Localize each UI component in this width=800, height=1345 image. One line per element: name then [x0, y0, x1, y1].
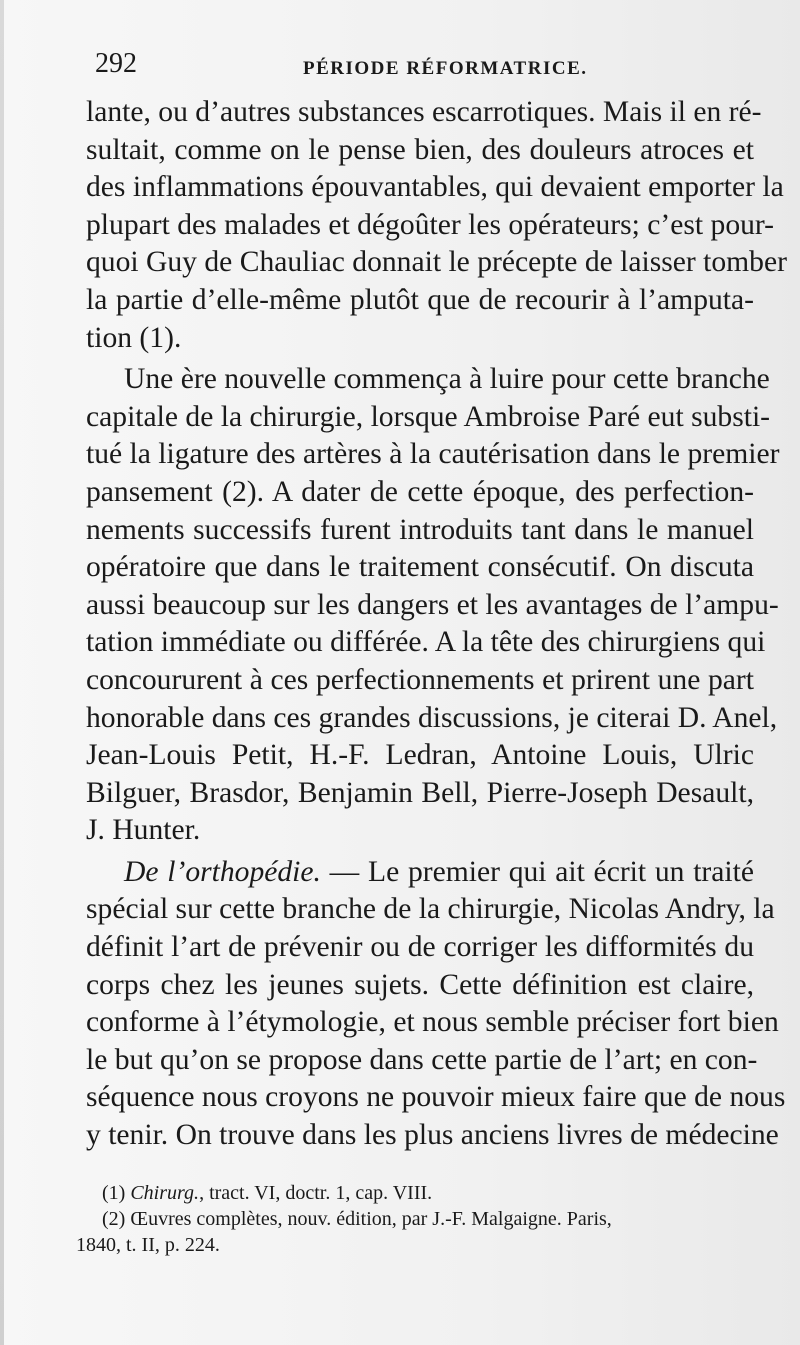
footnotes [76, 1180, 756, 1258]
text-line: pansement (2). A dater de cette époque, des perfection- [86, 475, 754, 508]
text-line: corps chez les jeunes sujets. Cette définition est claire, [86, 968, 754, 1001]
paragraph-orthopedics [86, 854, 786, 1155]
text-line: tation immédiate ou différée. A la tête des chirurgiens qui [86, 626, 766, 659]
footnote-mark: (1) [102, 1182, 131, 1204]
page-number: 292 [95, 48, 137, 79]
text-line: honorable dans ces grandes discussions, je citerai D. Anel, [86, 701, 778, 734]
text-line: aussi beaucoup sur les dangers et les avantages de l’ampu- [86, 588, 779, 621]
text-line: plupart des malades et dégoûter les opérateurs; c’est pour- [86, 208, 775, 241]
footnote-2-continued: 1840, t. II, p. 224. [76, 1234, 220, 1256]
text-line: Bilguer, Brasdor, Benjamin Bell, Pierre-Joseph Desault, [86, 776, 754, 809]
text-line: des inflammations épouvantables, qui devaient emporter la [86, 171, 784, 204]
page-header [95, 48, 750, 88]
body-text [86, 94, 787, 1155]
text-line: tion (1). [86, 321, 182, 354]
text-line: séquence nous croyons ne pouvoir mieux faire que de nous [86, 1081, 786, 1114]
text-line: J. Hunter. [86, 814, 201, 847]
text-line: tué la ligature des artères à la cautérisation dans le premier [86, 438, 780, 471]
paragraph-ambroise-pare [86, 361, 780, 850]
text-line: y tenir. On trouve dans les plus anciens livres de médecine [86, 1119, 779, 1152]
text-line: le but qu’on se propose dans cette partie de l’art; en con- [86, 1043, 758, 1076]
text-line: opératoire que dans le traitement consécutif. On discuta [86, 551, 754, 584]
text-line: définit l’art de prévenir ou de corriger les difformités du [86, 931, 754, 964]
page-edge-shadow [0, 0, 4, 1345]
footnote-1 [76, 1180, 756, 1206]
footnote-source-title: Chirurg. [130, 1182, 200, 1204]
paragraph-amputation-cautery [86, 94, 787, 357]
footnote-2: (2) Œuvres complètes, nouv. édition, par J.-F. Malgaigne. Paris, [102, 1208, 612, 1230]
text-line: nements successifs furent introduits tant dans le manuel [86, 513, 754, 546]
text-line: sultait, comme on le pense bien, des douleurs atroces et [86, 133, 754, 166]
text-line: spécial sur cette branche de la chirurgie, Nicolas Andry, la [86, 893, 775, 926]
text-line: concoururent à ces perfectionnements et prirent une part [86, 663, 754, 696]
footnote-text: , tract. VI, doctr. 1, cap. VIII. [199, 1182, 433, 1204]
text-line: Jean-Louis Petit, H.-F. Ledran, Antoine Louis, Ulric [86, 739, 754, 772]
text-line: lante, ou d’autres substances escarrotiques. Mais il en ré- [86, 96, 762, 128]
text-line: capitale de la chirurgie, lorsque Ambroise Paré eut substi- [86, 400, 771, 433]
running-head: PÉRIODE RÉFORMATRICE. [303, 58, 588, 79]
text-line: conforme à l’étymologie, et nous semble préciser fort bien [86, 1006, 779, 1039]
section-heading-orthopedie: De l’orthopédie. [124, 855, 321, 888]
text-line [86, 854, 754, 892]
text-run: — Le premier qui ait écrit un traité [320, 855, 754, 888]
text-line: la partie d’elle-même plutôt que de recourir à l’amputa- [86, 283, 754, 316]
text-line: Une ère nouvelle commença à luire pour cette branche [124, 363, 770, 396]
text-line: quoi Guy de Chauliac donnait le précepte de laisser tomber [86, 246, 787, 279]
